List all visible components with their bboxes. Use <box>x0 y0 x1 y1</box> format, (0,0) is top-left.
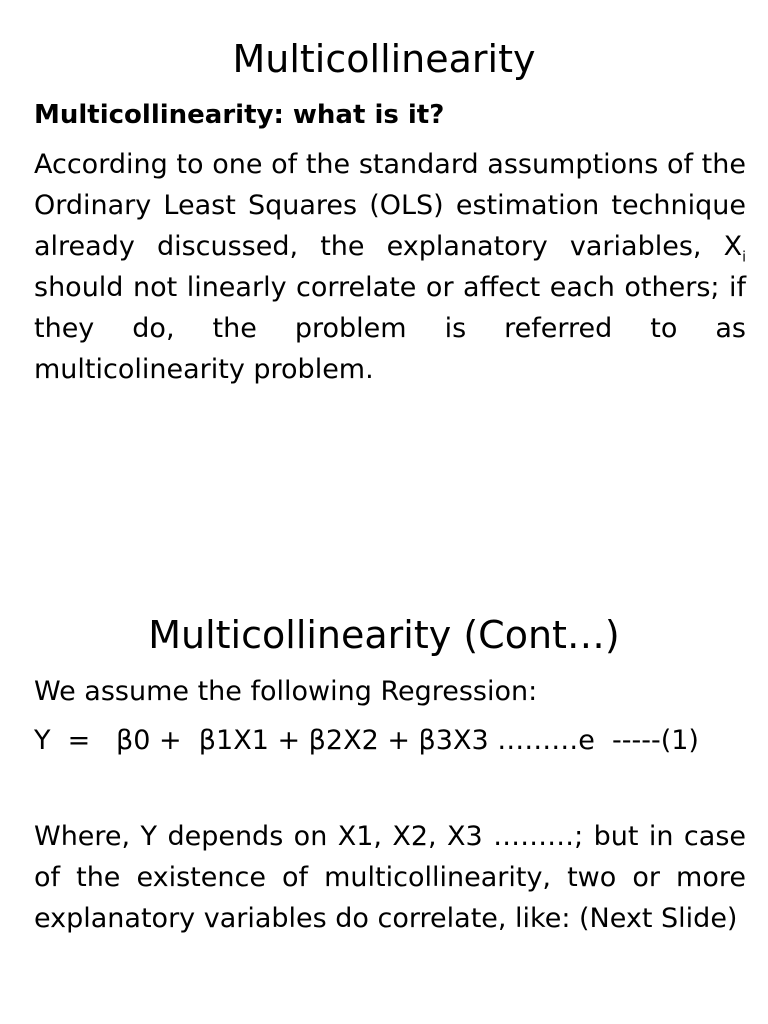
regression-equation: Y = β0 + β1X1 + β2X2 + β3X3 ………e -----(1) <box>34 725 699 756</box>
paragraph-text-part-1: According to one of the standard assumptions of the Ordinary Least Squares (OLS) estimation technique already discussed, the explanatory variables, X <box>34 149 746 262</box>
slide-2-title: Multicollinearity (Cont…) <box>148 613 620 657</box>
paragraph-text-part-2: should not linearly correlate or affect each others; if they do, the problem is referred to as multicolinearity problem. <box>34 272 746 385</box>
subscript-i: i <box>742 249 746 266</box>
slide-1-subheading: Multicollinearity: what is it? <box>34 100 445 130</box>
regression-intro: We assume the following Regression: <box>34 676 538 707</box>
slide-1-title: Multicollinearity <box>232 37 536 81</box>
slide-1-paragraph <box>34 144 746 390</box>
slide-2-paragraph: Where, Y depends on X1, X2, X3 ………; but in case of the existence of multicollinearity, two or more explanatory variables do correlate, like: (Next Slide) <box>34 821 746 934</box>
slide-2 <box>0 512 768 1024</box>
